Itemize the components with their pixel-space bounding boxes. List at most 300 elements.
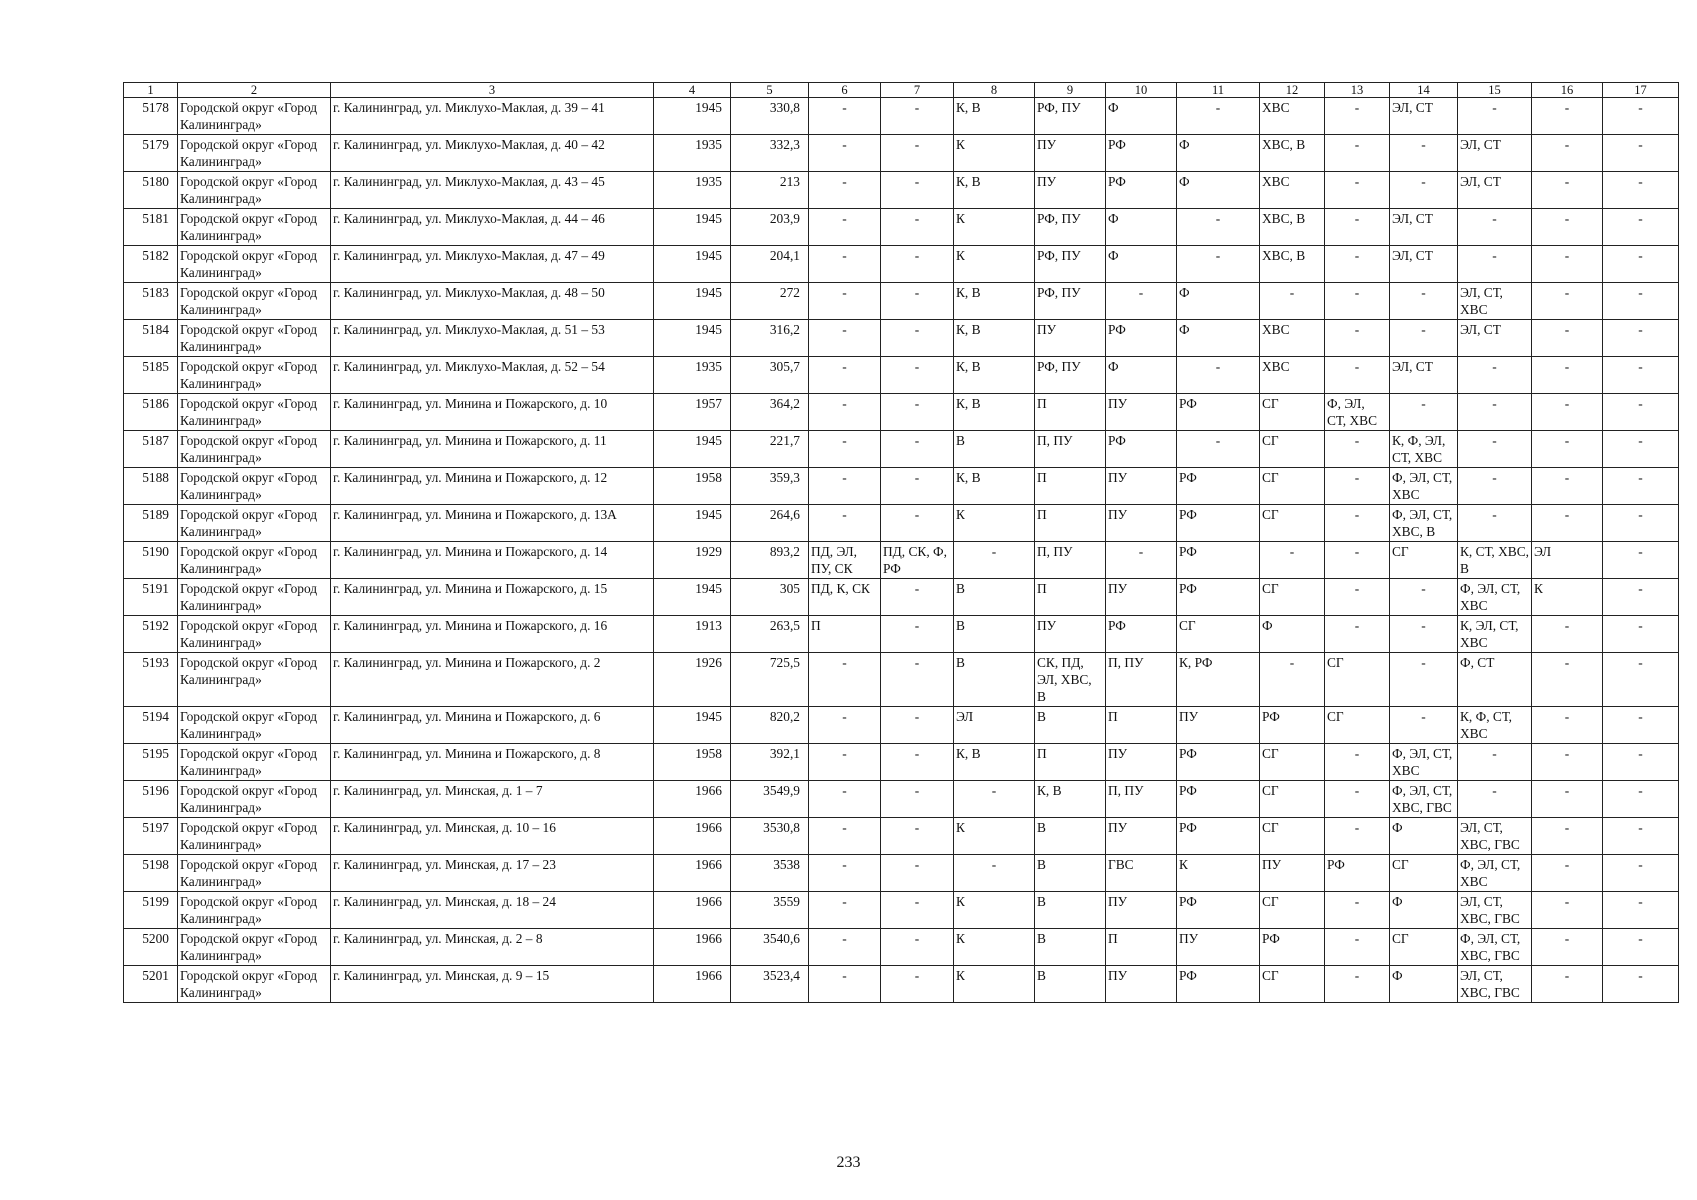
table-cell: 316,2: [731, 320, 809, 357]
table-cell: 3538: [731, 855, 809, 892]
table-cell: -: [1458, 394, 1532, 431]
table-cell: 264,6: [731, 505, 809, 542]
table-cell: Ф: [1390, 892, 1458, 929]
column-header: 1: [124, 83, 178, 98]
table-cell: -: [1458, 505, 1532, 542]
table-cell: Городской округ «Город Калининград»: [178, 209, 331, 246]
table-cell: г. Калининград, ул. Миклухо-Маклая, д. 40 – 42: [331, 135, 654, 172]
table-row: [124, 246, 1679, 283]
table-cell: -: [881, 855, 954, 892]
table-cell: ПД, К, СК: [809, 579, 881, 616]
table-cell: -: [1532, 966, 1603, 1003]
table-cell: РФ: [1106, 431, 1177, 468]
table-cell: г. Калининград, ул. Миклухо-Маклая, д. 52 – 54: [331, 357, 654, 394]
table-cell: Городской округ «Город Калининград»: [178, 505, 331, 542]
table-cell: -: [1458, 431, 1532, 468]
table-cell: -: [1603, 320, 1679, 357]
table-cell: 5200: [124, 929, 178, 966]
table-cell: -: [809, 505, 881, 542]
table-cell: Городской округ «Город Калининград»: [178, 707, 331, 744]
table-cell: 204,1: [731, 246, 809, 283]
table-cell: -: [1458, 98, 1532, 135]
table-cell: 893,2: [731, 542, 809, 579]
table-cell: ЭЛ: [1532, 542, 1603, 579]
column-header: 5: [731, 83, 809, 98]
table-cell: Городской округ «Город Калининград»: [178, 394, 331, 431]
table-cell: -: [881, 616, 954, 653]
table-cell: ЭЛ, СТ: [1458, 172, 1532, 209]
table-cell: Ф, ЭЛ, СТ, ХВС, ГВС: [1390, 781, 1458, 818]
table-row: [124, 172, 1679, 209]
table-cell: ЭЛ, СТ: [1458, 320, 1532, 357]
column-header: 11: [1177, 83, 1260, 98]
column-header: 7: [881, 83, 954, 98]
table-row: [124, 616, 1679, 653]
table-cell: -: [1390, 135, 1458, 172]
table-cell: -: [1325, 283, 1390, 320]
table-cell: СГ: [1260, 579, 1325, 616]
table-cell: Ф: [1260, 616, 1325, 653]
table-cell: Городской округ «Город Калининград»: [178, 468, 331, 505]
table-cell: г. Калининград, ул. Минина и Пожарского, д. 16: [331, 616, 654, 653]
table-cell: 1929: [654, 542, 731, 579]
table-cell: 263,5: [731, 616, 809, 653]
table-cell: Ф: [1390, 818, 1458, 855]
table-cell: ПУ: [1177, 929, 1260, 966]
table-cell: П: [1035, 579, 1106, 616]
table-cell: -: [1603, 616, 1679, 653]
table-cell: -: [809, 172, 881, 209]
table-cell: г. Калининград, ул. Минина и Пожарского, д. 8: [331, 744, 654, 781]
table-cell: Ф: [1177, 283, 1260, 320]
table-cell: г. Калининград, ул. Минина и Пожарского, д. 13А: [331, 505, 654, 542]
table-cell: -: [809, 357, 881, 394]
table-cell: Городской округ «Город Калининград»: [178, 431, 331, 468]
table-cell: г. Калининград, ул. Минина и Пожарского, д. 15: [331, 579, 654, 616]
table-row: [124, 929, 1679, 966]
table-row: [124, 135, 1679, 172]
table-cell: 364,2: [731, 394, 809, 431]
table-cell: -: [1603, 246, 1679, 283]
table-cell: -: [881, 431, 954, 468]
table-cell: Городской округ «Город Калининград»: [178, 966, 331, 1003]
table-cell: -: [954, 855, 1035, 892]
table-cell: РФ: [1260, 929, 1325, 966]
table-cell: 1945: [654, 209, 731, 246]
table-cell: г. Калининград, ул. Миклухо-Маклая, д. 48 – 50: [331, 283, 654, 320]
table-cell: -: [881, 468, 954, 505]
table-cell: К, Ф, ЭЛ, СТ, ХВС: [1390, 431, 1458, 468]
table-cell: П: [1035, 468, 1106, 505]
table-cell: -: [1603, 542, 1679, 579]
table-cell: г. Калининград, ул. Миклухо-Маклая, д. 43 – 45: [331, 172, 654, 209]
table-cell: ЭЛ, СТ: [1390, 246, 1458, 283]
table-cell: 5184: [124, 320, 178, 357]
table-cell: РФ: [1106, 320, 1177, 357]
table-cell: -: [1458, 744, 1532, 781]
table-cell: 332,3: [731, 135, 809, 172]
table-cell: 1945: [654, 98, 731, 135]
table-cell: -: [809, 468, 881, 505]
table-cell: -: [1325, 468, 1390, 505]
table-cell: -: [1603, 283, 1679, 320]
table-cell: -: [881, 283, 954, 320]
table-cell: 5201: [124, 966, 178, 1003]
table-cell: СГ: [1260, 431, 1325, 468]
table-cell: -: [1603, 929, 1679, 966]
table-cell: г. Калининград, ул. Минина и Пожарского, д. 11: [331, 431, 654, 468]
table-cell: 5188: [124, 468, 178, 505]
table-cell: -: [1603, 431, 1679, 468]
table-cell: -: [1532, 431, 1603, 468]
table-cell: 1945: [654, 320, 731, 357]
table-cell: 1945: [654, 246, 731, 283]
table-row: [124, 542, 1679, 579]
table-cell: г. Калининград, ул. Миклухо-Маклая, д. 44 – 46: [331, 209, 654, 246]
table-cell: ЭЛ, СТ: [1390, 209, 1458, 246]
table-cell: Ф, ЭЛ, СТ, ХВС: [1458, 855, 1532, 892]
table-cell: 221,7: [731, 431, 809, 468]
table-cell: ПУ: [1106, 892, 1177, 929]
table-cell: 5181: [124, 209, 178, 246]
table-cell: -: [1532, 892, 1603, 929]
table-cell: Ф: [1106, 246, 1177, 283]
table-row: [124, 707, 1679, 744]
table-cell: -: [809, 135, 881, 172]
table-cell: 359,3: [731, 468, 809, 505]
table-cell: -: [809, 744, 881, 781]
table-cell: ХВС: [1260, 320, 1325, 357]
registry-table: [123, 82, 1679, 1003]
table-cell: -: [1325, 209, 1390, 246]
table-cell: г. Калининград, ул. Миклухо-Маклая, д. 39 – 41: [331, 98, 654, 135]
table-cell: -: [809, 929, 881, 966]
table-cell: -: [1325, 892, 1390, 929]
table-cell: ПУ: [1106, 505, 1177, 542]
table-cell: -: [1325, 172, 1390, 209]
table-cell: -: [1603, 135, 1679, 172]
column-header: 13: [1325, 83, 1390, 98]
table-row: [124, 431, 1679, 468]
table-cell: -: [1325, 744, 1390, 781]
table-cell: 1966: [654, 892, 731, 929]
table-cell: К: [954, 505, 1035, 542]
table-cell: В: [1035, 855, 1106, 892]
table-cell: -: [809, 246, 881, 283]
table-cell: П: [1035, 394, 1106, 431]
table-cell: Городской округ «Город Калининград»: [178, 579, 331, 616]
table-cell: К, В: [954, 320, 1035, 357]
table-cell: П, ПУ: [1035, 542, 1106, 579]
table-cell: К: [954, 929, 1035, 966]
table-cell: 1966: [654, 929, 731, 966]
table-cell: -: [881, 135, 954, 172]
table-cell: РФ: [1177, 542, 1260, 579]
table-cell: ХВС: [1260, 357, 1325, 394]
table-cell: К: [954, 246, 1035, 283]
table-cell: ЭЛ, СТ: [1458, 135, 1532, 172]
table-cell: -: [1390, 616, 1458, 653]
table-cell: Ф, ЭЛ, СТ, ХВС, ГВС: [1458, 929, 1532, 966]
table-cell: К, В: [954, 98, 1035, 135]
table-cell: -: [1325, 135, 1390, 172]
table-cell: -: [1325, 98, 1390, 135]
table-header-row: [124, 83, 1679, 98]
table-cell: СГ: [1325, 707, 1390, 744]
table-cell: -: [1532, 653, 1603, 707]
table-cell: 1913: [654, 616, 731, 653]
table-cell: 392,1: [731, 744, 809, 781]
table-cell: -: [1177, 357, 1260, 394]
table-cell: -: [881, 781, 954, 818]
table-cell: РФ: [1177, 781, 1260, 818]
table-cell: В: [1035, 966, 1106, 1003]
column-header: 16: [1532, 83, 1603, 98]
table-cell: -: [1325, 818, 1390, 855]
column-header: 17: [1603, 83, 1679, 98]
table-cell: К, СТ, ХВС, В: [1458, 542, 1532, 579]
table-cell: 5180: [124, 172, 178, 209]
table-cell: РФ: [1177, 468, 1260, 505]
table-cell: -: [1532, 320, 1603, 357]
table-cell: Ф, СТ: [1458, 653, 1532, 707]
table-cell: ЭЛ, СТ, ХВС, ГВС: [1458, 892, 1532, 929]
table-cell: 1935: [654, 172, 731, 209]
table-cell: ЭЛ, СТ: [1390, 357, 1458, 394]
table-cell: 203,9: [731, 209, 809, 246]
table-cell: -: [881, 98, 954, 135]
table-cell: 820,2: [731, 707, 809, 744]
table-cell: ПУ: [1035, 320, 1106, 357]
table-cell: ПД, ЭЛ, ПУ, СК: [809, 542, 881, 579]
table-cell: -: [1603, 781, 1679, 818]
table-cell: Городской округ «Город Калининград»: [178, 855, 331, 892]
table-cell: -: [1260, 542, 1325, 579]
table-cell: В: [954, 579, 1035, 616]
table-cell: г. Калининград, ул. Минская, д. 2 – 8: [331, 929, 654, 966]
table-cell: К, В: [954, 172, 1035, 209]
table-cell: 3540,6: [731, 929, 809, 966]
table-cell: Городской округ «Город Калининград»: [178, 246, 331, 283]
table-cell: СГ: [1260, 394, 1325, 431]
table-cell: В: [1035, 707, 1106, 744]
table-cell: 305,7: [731, 357, 809, 394]
table-cell: 5199: [124, 892, 178, 929]
table-cell: -: [1325, 781, 1390, 818]
table-cell: К, В: [954, 468, 1035, 505]
table-cell: -: [881, 209, 954, 246]
table-cell: -: [1603, 966, 1679, 1003]
table-cell: Городской округ «Город Калининград»: [178, 744, 331, 781]
table-cell: -: [1603, 209, 1679, 246]
table-cell: Городской округ «Город Калининград»: [178, 616, 331, 653]
table-cell: Ф, ЭЛ, СТ, ХВС: [1325, 394, 1390, 431]
table-cell: -: [809, 707, 881, 744]
table-cell: П, ПУ: [1035, 431, 1106, 468]
table-cell: 1945: [654, 283, 731, 320]
table-cell: -: [1603, 505, 1679, 542]
table-cell: К: [1532, 579, 1603, 616]
table-cell: -: [809, 209, 881, 246]
table-cell: РФ, ПУ: [1035, 209, 1106, 246]
table-row: [124, 209, 1679, 246]
table-cell: г. Калининград, ул. Минина и Пожарского, д. 2: [331, 653, 654, 707]
table-cell: Городской округ «Город Калининград»: [178, 818, 331, 855]
table-cell: ПУ: [1106, 394, 1177, 431]
table-cell: -: [1532, 616, 1603, 653]
column-header: 6: [809, 83, 881, 98]
table-cell: -: [881, 966, 954, 1003]
table-cell: ПД, СК, Ф, РФ: [881, 542, 954, 579]
table-cell: -: [1325, 246, 1390, 283]
table-row: [124, 818, 1679, 855]
table-cell: 5182: [124, 246, 178, 283]
table-cell: 1966: [654, 818, 731, 855]
table-cell: 5193: [124, 653, 178, 707]
table-cell: -: [1603, 394, 1679, 431]
table-cell: -: [881, 579, 954, 616]
table-cell: -: [1603, 357, 1679, 394]
table-cell: К: [954, 892, 1035, 929]
table-cell: К: [954, 818, 1035, 855]
table-cell: -: [809, 781, 881, 818]
table-cell: -: [809, 431, 881, 468]
table-cell: 213: [731, 172, 809, 209]
table-cell: -: [881, 172, 954, 209]
table-cell: -: [1177, 246, 1260, 283]
table-cell: 1935: [654, 357, 731, 394]
table-cell: П: [1106, 929, 1177, 966]
table-cell: РФ: [1177, 579, 1260, 616]
table-cell: -: [881, 892, 954, 929]
table-cell: Ф: [1177, 320, 1260, 357]
table-cell: РФ, ПУ: [1035, 98, 1106, 135]
table-cell: РФ: [1106, 616, 1177, 653]
table-cell: 3549,9: [731, 781, 809, 818]
column-header: 12: [1260, 83, 1325, 98]
table-cell: РФ: [1325, 855, 1390, 892]
table-cell: -: [1260, 283, 1325, 320]
table-cell: -: [1325, 966, 1390, 1003]
table-cell: 1945: [654, 579, 731, 616]
table-row: [124, 283, 1679, 320]
table-cell: -: [1603, 98, 1679, 135]
table-cell: СГ: [1260, 818, 1325, 855]
table-cell: -: [1603, 744, 1679, 781]
table-cell: 272: [731, 283, 809, 320]
table-cell: 1926: [654, 653, 731, 707]
table-cell: Городской округ «Город Калининград»: [178, 653, 331, 707]
column-header: 9: [1035, 83, 1106, 98]
table-cell: -: [881, 818, 954, 855]
table-cell: РФ: [1106, 172, 1177, 209]
column-header: 8: [954, 83, 1035, 98]
table-cell: -: [1260, 653, 1325, 707]
table-cell: ЭЛ, СТ, ХВС, ГВС: [1458, 966, 1532, 1003]
table-cell: -: [1177, 209, 1260, 246]
table-cell: 1966: [654, 781, 731, 818]
table-cell: г. Калининград, ул. Минина и Пожарского, д. 10: [331, 394, 654, 431]
table-cell: 1945: [654, 505, 731, 542]
table-row: [124, 892, 1679, 929]
table-cell: В: [1035, 818, 1106, 855]
table-cell: 1945: [654, 707, 731, 744]
table-cell: 1966: [654, 966, 731, 1003]
table-cell: Ф, ЭЛ, СТ, ХВС, В: [1390, 505, 1458, 542]
table-cell: 5198: [124, 855, 178, 892]
table-cell: П, ПУ: [1106, 653, 1177, 707]
table-cell: ПУ: [1035, 616, 1106, 653]
table-cell: 5183: [124, 283, 178, 320]
table-cell: ПУ: [1106, 818, 1177, 855]
table-cell: г. Калининград, ул. Минская, д. 9 – 15: [331, 966, 654, 1003]
table-cell: ПУ: [1260, 855, 1325, 892]
table-cell: П: [1035, 505, 1106, 542]
table-cell: -: [1532, 283, 1603, 320]
table-cell: К: [954, 966, 1035, 1003]
table-cell: Городской округ «Город Калининград»: [178, 172, 331, 209]
table-cell: -: [881, 744, 954, 781]
table-cell: -: [881, 320, 954, 357]
table-cell: 3530,8: [731, 818, 809, 855]
table-cell: ХВС, В: [1260, 135, 1325, 172]
table-cell: г. Калининград, ул. Минина и Пожарского, д. 12: [331, 468, 654, 505]
table-cell: -: [809, 892, 881, 929]
table-cell: -: [1325, 579, 1390, 616]
table-cell: СГ: [1390, 929, 1458, 966]
table-cell: 1958: [654, 744, 731, 781]
table-row: [124, 579, 1679, 616]
table-cell: П: [1106, 707, 1177, 744]
table-cell: -: [1603, 707, 1679, 744]
table-cell: 5186: [124, 394, 178, 431]
table-cell: Городской округ «Город Калининград»: [178, 781, 331, 818]
table-cell: К, Ф, СТ, ХВС: [1458, 707, 1532, 744]
table-cell: -: [1532, 172, 1603, 209]
table-cell: г. Калининград, ул. Минская, д. 10 – 16: [331, 818, 654, 855]
table-cell: -: [1458, 357, 1532, 394]
table-cell: Ф: [1390, 966, 1458, 1003]
table-cell: -: [1532, 781, 1603, 818]
table-cell: В: [954, 653, 1035, 707]
table-cell: -: [1532, 818, 1603, 855]
table-row: [124, 320, 1679, 357]
table-cell: -: [1532, 929, 1603, 966]
table-row: [124, 966, 1679, 1003]
column-header: 4: [654, 83, 731, 98]
table-cell: 1966: [654, 855, 731, 892]
table-cell: РФ, ПУ: [1035, 246, 1106, 283]
table-row: [124, 744, 1679, 781]
table-cell: ПУ: [1106, 468, 1177, 505]
table-row: [124, 653, 1679, 707]
table-cell: РФ: [1177, 966, 1260, 1003]
table-cell: ХВС: [1260, 98, 1325, 135]
table-cell: СГ: [1260, 744, 1325, 781]
table-cell: К, В: [954, 283, 1035, 320]
table-cell: -: [1603, 172, 1679, 209]
table-cell: -: [1458, 781, 1532, 818]
table-cell: -: [809, 653, 881, 707]
table-cell: ХВС, В: [1260, 209, 1325, 246]
table-cell: РФ: [1177, 744, 1260, 781]
table-cell: г. Калининград, ул. Минина и Пожарского, д. 6: [331, 707, 654, 744]
table-cell: -: [1458, 468, 1532, 505]
table-cell: -: [1390, 707, 1458, 744]
table-cell: -: [809, 966, 881, 1003]
table-cell: Ф: [1106, 209, 1177, 246]
table-cell: -: [881, 929, 954, 966]
